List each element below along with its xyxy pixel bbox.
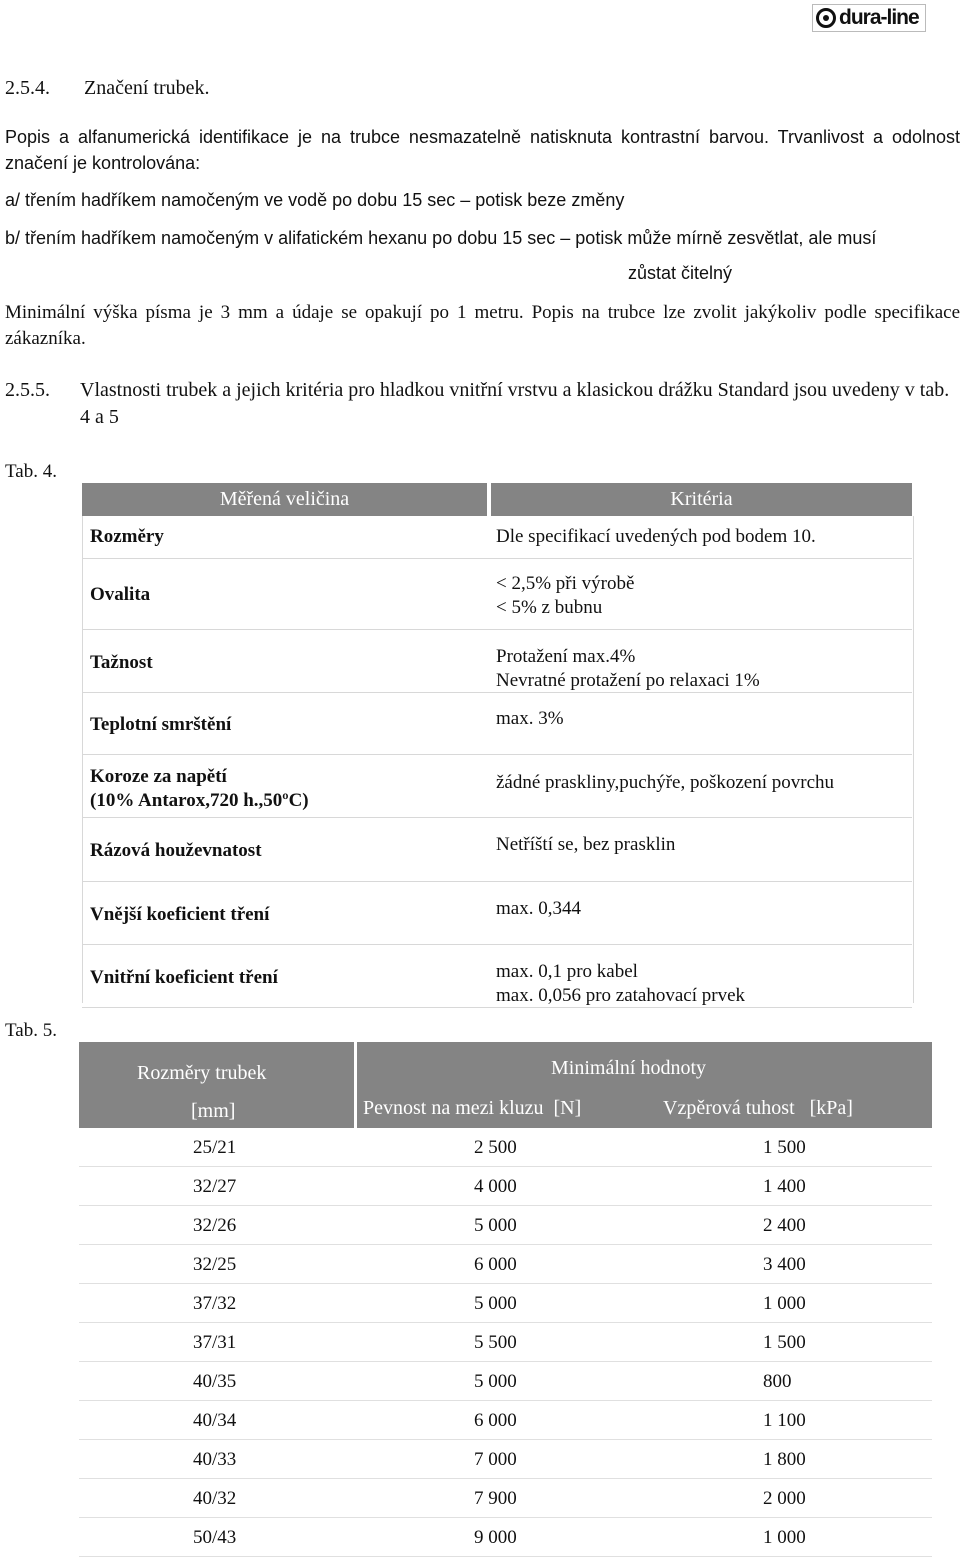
row-criteria: Nevratné protažení po relaxaci 1%	[496, 670, 760, 691]
marking-test-a: a/ třením hadříkem namočeným ve vodě po dobu 15 sec – potisk beze změny	[5, 190, 625, 210]
row-stiffness: 1 000	[763, 1293, 806, 1314]
marking-paragraph: Popis a alfanumerická identifikace je na trubce nesmazatelně natisknuta kontrastní barvou. Trvanlivost a odolnost značení je kontrolována:	[5, 127, 960, 173]
row-stiffness: 1 500	[763, 1332, 806, 1353]
row-criteria: < 5% z bubnu	[496, 597, 603, 618]
properties-table	[82, 483, 912, 1008]
row-yield-strength: 9 000	[474, 1527, 517, 1548]
row-stiffness: 1 800	[763, 1449, 806, 1470]
row-criteria: max. 0,056 pro zatahovací prvek	[496, 985, 746, 1006]
section-title: Značení trubek.	[84, 77, 210, 99]
section-254-heading	[5, 77, 210, 100]
row-dimension: 50/43	[193, 1527, 237, 1548]
row-dimension: 25/21	[193, 1137, 237, 1158]
tab4-header	[82, 483, 912, 516]
section-255-number: 2.5.5.	[5, 379, 50, 401]
table-row	[82, 818, 912, 882]
row-name: Teplotní smrštění	[90, 714, 232, 735]
table-row	[82, 630, 912, 693]
row-stiffness: 2 400	[763, 1215, 806, 1236]
dura-line-logo	[812, 4, 926, 32]
row-name: Vnitřní koeficient tření	[90, 967, 278, 988]
table-row	[82, 693, 912, 755]
table-row	[79, 1206, 932, 1245]
row-criteria: max. 0,344	[496, 898, 581, 919]
row-yield-strength: 7 000	[474, 1449, 517, 1470]
row-criteria: Protažení max.4%	[496, 646, 636, 667]
table-row	[79, 1284, 932, 1323]
logo-text: dura-line	[839, 6, 919, 29]
row-name: Ovalita	[90, 584, 151, 605]
section-number: 2.5.4.	[5, 77, 50, 99]
row-dimension: 40/34	[193, 1410, 237, 1431]
row-stiffness: 1 500	[763, 1137, 806, 1158]
row-dimension: 37/32	[193, 1293, 237, 1314]
table-row	[82, 882, 912, 945]
row-name: Vnější koeficient tření	[90, 904, 270, 925]
row-stiffness: 1 400	[763, 1176, 806, 1197]
row-criteria: max. 0,1 pro kabel	[496, 961, 638, 982]
row-dimension: 32/27	[193, 1176, 237, 1197]
tab5-body	[79, 1128, 932, 1557]
row-dimension: 40/33	[193, 1449, 237, 1470]
row-stiffness: 2 000	[763, 1488, 806, 1509]
table-row	[79, 1518, 932, 1557]
row-yield-strength: 5 500	[474, 1332, 517, 1353]
row-stiffness: 3 400	[763, 1254, 806, 1275]
header-minimum: Minimální hodnoty	[551, 1057, 706, 1079]
tab4-caption: Tab. 4.	[5, 461, 57, 482]
header-dimensions-unit: [mm]	[191, 1100, 236, 1122]
row-name: Rázová houževnatost	[90, 840, 262, 861]
row-dimension: 32/26	[193, 1215, 237, 1236]
row-stiffness: 1 100	[763, 1410, 806, 1431]
row-criteria: Netříští se, bez prasklin	[496, 834, 676, 855]
row-yield-strength: 4 000	[474, 1176, 517, 1197]
row-stiffness: 800	[763, 1371, 792, 1392]
row-stiffness: 1 000	[763, 1527, 806, 1548]
table-row	[79, 1479, 932, 1518]
table-row	[79, 1323, 932, 1362]
table-row	[79, 1128, 932, 1167]
row-dimension: 32/25	[193, 1254, 237, 1275]
row-criteria: Dle specifikací uvedených pod bodem 10.	[496, 526, 816, 547]
marking-test-b: b/ třením hadříkem namočeným v alifatickém hexanu po dobu 15 sec – potisk může mírně zesvětlat, ale musí	[5, 228, 877, 248]
row-yield-strength: 5 000	[474, 1215, 517, 1236]
tab4-header-measured: Měřená veličina	[82, 483, 491, 516]
row-yield-strength: 5 000	[474, 1371, 517, 1392]
font-height-paragraph: Minimální výška písma je 3 mm a údaje se opakují po 1 metru. Popis na trubce lze zvolit jakýkoliv podle specifikace zákazníka.	[5, 302, 960, 349]
row-criteria: žádné praskliny,puchýře, poškození povrchu	[496, 772, 835, 793]
row-dimension: 40/35	[193, 1371, 237, 1392]
table-row	[79, 1362, 932, 1401]
row-yield-strength: 2 500	[474, 1137, 517, 1158]
row-yield-strength: 6 000	[474, 1410, 517, 1431]
tab4-header-criteria: Kritéria	[670, 488, 733, 510]
row-name-detail: (10% Antarox,720 h.,50ºC)	[90, 790, 309, 811]
section-255-text: Vlastnosti trubek a jejich kritéria pro hladkou vnitřní vrstvu a klasickou drážku Standard jsou uvedeny v tab. 4 a 5	[80, 379, 950, 428]
table-row	[79, 1440, 932, 1479]
table-row	[82, 559, 912, 630]
table-row	[79, 1401, 932, 1440]
min-values-table	[79, 1042, 932, 1557]
row-yield-strength: 5 000	[474, 1293, 517, 1314]
marking-test-b-cont: zůstat čitelný	[628, 263, 733, 283]
dura-line-logo-icon	[816, 8, 836, 28]
row-dimension: 37/31	[193, 1332, 237, 1353]
header-dimensions: Rozměry trubek	[137, 1062, 267, 1084]
row-yield-strength: 6 000	[474, 1254, 517, 1275]
row-name: Tažnost	[90, 652, 153, 673]
row-yield-strength: 7 900	[474, 1488, 517, 1509]
table-row	[79, 1167, 932, 1206]
tab5-caption: Tab. 5.	[5, 1020, 57, 1041]
table-row	[79, 1245, 932, 1284]
header-divider	[354, 1042, 357, 1128]
row-criteria: max. 3%	[496, 708, 564, 729]
row-name: Rozměry	[90, 526, 164, 547]
header-stiffness: Vzpěrová tuhost [kPa]	[663, 1097, 853, 1119]
row-name: Koroze za napětí	[90, 766, 227, 787]
tab5-header	[79, 1042, 932, 1128]
row-dimension: 40/32	[193, 1488, 237, 1509]
row-criteria: < 2,5% při výrobě	[496, 573, 635, 594]
table-row	[82, 516, 912, 559]
header-yield-strength: Pevnost na mezi kluzu [N]	[363, 1097, 582, 1119]
table-row	[82, 945, 912, 1008]
table-row	[82, 755, 912, 818]
